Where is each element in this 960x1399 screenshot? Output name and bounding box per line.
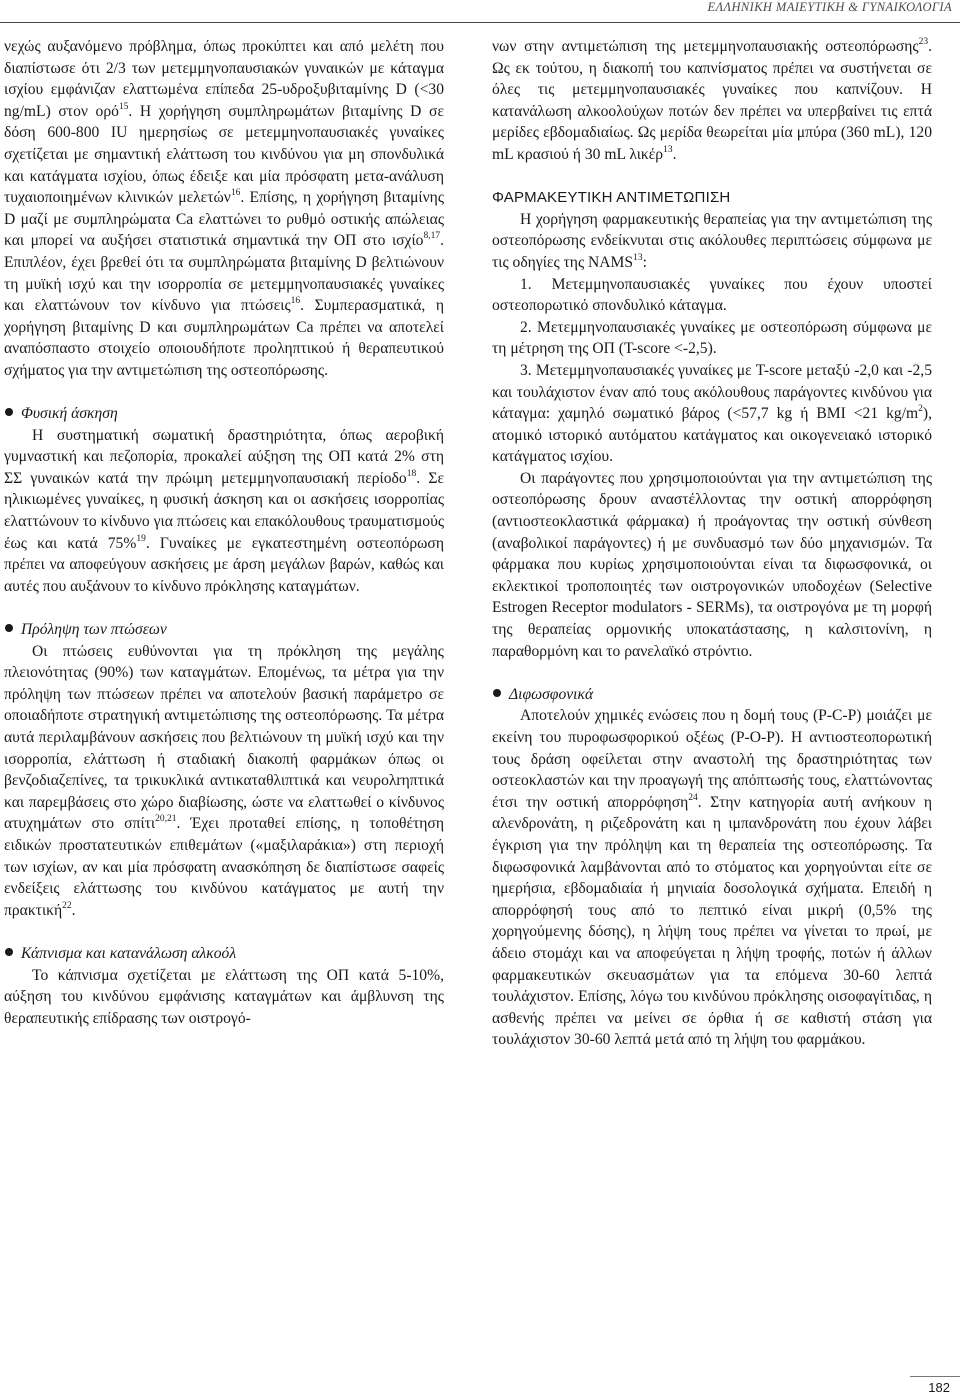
citation: 20,21: [155, 814, 177, 825]
subheading-bisphosphonates: Διφωσφονικά: [492, 684, 932, 706]
paragraph-agents: Οι παράγοντες που χρησιμοποιούνται για την αντιμετώπιση της οστεοπόρωσης δρουν αναστέλλοντας την οστική απορρόφηση (αντιοστεοκλαστικά φάρμακα) ή προάγοντας την οστική σύνθεση (αναβολικοί παράγοντες) ή με συνδυασμό των δύο μηχανισμών. Τα φάρμακα που κυρίως χρησιμοποιούνται είναι τα διφωσφονικά, οι εκλεκτικοί τροποποιητές των οιστρογονικών υποδοχέων (Selective Estrogen Receptor modulators - SERMs), τα οιστρογόνα με τη μορφή της θεραπείας ορμονικής υποκατάστασης, η καλσιτονίνη, η παραθορμόνη και το ρανελαϊκό στρόντιο.: [492, 469, 932, 660]
paragraph-indications: Η χορήγηση φαρμακευτικής θεραπείας για την αντιμετώπιση της οστεοπόρωσης ενδείκνυται στις ακόλουθες περιπτώσεις σύμφωνα με τις οδηγίες της NAMS$^{13}$:: [492, 210, 932, 271]
header-rule: [0, 22, 960, 23]
citation: 13: [663, 144, 673, 155]
list-item-1: 1. Μετεμμηνοπαυσιακές γυναίκες που έχουν υποστεί οστεοπορωτικό σπονδυλικό κάταγμα.: [492, 275, 932, 315]
citation: 24: [688, 792, 698, 803]
citation: 8,17: [423, 231, 441, 242]
paragraph-exercise: Η συστηματική σωματική δραστηριότητα, όπως αεροβική γυμναστική και πεζοπορία, προκαλεί αύξηση της ΟΠ κατά 2% στη ΣΣ γυναικών κατά την πρώιμη μετεμμηνοπαυσιακή περίοδο$^{18}$. Σε ηλικιωμένες γυναίκες, η φυσική άσκηση και οι ασκήσεις ισορροπίας ελαττώνουν το κίνδυνο για πτώσεις και επακόλουθους τραυματισμούς έως και κατά 75%$^{19}$. Γυναίκες με εγκατεστημένη οστεοπόρωση πρέπει να αποφεύγουν ασκήσεις με άρση μεγάλων βαρών, καθώς και αυτές που αυξάνουν το κίνδυνο πρόκλησης καταγμάτων.: [4, 426, 444, 595]
citation: 16: [230, 188, 241, 199]
bullet-icon: [493, 689, 501, 697]
bullet-icon: [5, 948, 13, 956]
bullet-icon: [5, 624, 13, 632]
citation: 22: [62, 900, 72, 911]
citation: 18: [406, 468, 417, 479]
subheading-exercise: Φυσική άσκηση: [4, 403, 444, 425]
subheading-falls: Πρόληψη των πτώσεων: [4, 619, 444, 641]
citation: 13: [633, 252, 643, 263]
list-item-3: 3. Μετεμμηνοπαυσιακές γυναίκες με T-score μεταξύ -2,0 και -2,5 και τουλάχιστον έναν από τους ακόλουθους παράγοντες κινδύνου για κάταγμα: χαμηλό σωματικό βάρος (<57,7 kg ή BMI <21 $kg/m^2$), ατομικό ιστορικό αυτόματου κατάγματος και οικογενειακό ιστορικό κατάγματος ισχίου.: [492, 361, 932, 466]
citation: 16: [290, 296, 301, 307]
list-item-2: 2. Μετεμμηνοπαυσιακές γυναίκες με οστεοπόρωση σύμφωνα με τη μέτρηση της ΟΠ (T-score <-2,5).: [492, 318, 932, 358]
paragraph-vitamin-d: νεχώς αυξανόμενο πρόβλημα, όπως προκύπτει και από μελέτη που διαπίστωσε ότι 2/3 των μετεμμηνοπαυσιακών γυναικών με κάταγμα ισχίου εμφάνιζαν ελαττωμένα επίπεδα 25-υδροξυβιταμίνης D (<30 ng/mL) στον ορό$^{15}$. Η χορήγηση συμπληρωμάτων βιταμίνης D σε δόση 600-800 IU ημερησίως σε μετεμμηνοπαυσιακές γυναίκες σχετίζεται με σημαντική ελάττωση του κινδύνου για μη σπονδυλικά και κατάγματα ισχίου, όπως έδειξε και μία πρόσφατη μετα-ανάλυση τυχαιοποιημένων κλινικών μελετών$^{16}$. Επίσης, η χορήγηση βιταμίνης D μαζί με συμπληρώματα Ca ελαττώνει το ρυθμό οστικής απώλειας και μπορεί να αυξήσει στατιστικά σημαντικά την ΟΠ στο ισχίο$^{8,17}$. Επιπλέον, έχει βρεθεί ότι τα συμπληρώματα βιταμίνης D βελτιώνουν τη μυϊκή ισχύ και την ισορροπία σε μετεμμηνοπαυσιακές γυναίκες και ελαττώνουν τον κίνδυνο για πτώσεις$^{16}$. Συμπερασματικά, η χορήγηση βιταμίνης D και συμπληρωμάτων Ca πρέπει να αποτελεί αναπόσπαστο στοιχείο οποιουδήποτε προληπτικού ή θεραπευτικού σχήματος για την αντιμετώπιση της οστεοπόρωσης.: [4, 38, 445, 379]
citation: 19: [136, 533, 146, 544]
bullet-icon: [5, 408, 13, 416]
paragraph-alcohol: νων στην αντιμετώπιση της μετεμμηνοπαυσιακής οστεοπόρωσης$^{23}$. Ως εκ τούτου, η διακοπή του καπνίσματος πρέπει να συστήνεται σε όλες τις μετεμμηνοπαυσιακές γυναίκες που καπνίζουν. Η κατανάλωση αλκοολούχων ποτών δεν πρέπει να υπερβαίνει τις επτά μερίδες εβδομαδιαίως. Ως μερίδα θεωρείται μία μπύρα (360 mL), 120 mL κρασιού ή 30 mL λικέρ$^{13}$.: [492, 37, 932, 163]
citation: 23: [918, 37, 929, 47]
paragraph-bisphosphonates: Αποτελούν χημικές ενώσεις που η δομή τους (P-C-P) μοιάζει με εκείνη του πυροφωσφορικού οξέως (P-O-P). Η αντιοστεοπορωτική τους δράση οφείλεται στην αναστολή της δραστηριότητας των οστεοκλαστών και την προαγωγή της απόπτωσής τους, ελαττώνοντας έτσι την οστική απορρόφηση$^{24}$. Στην κατηγορία αυτή ανήκουν η αλενδρονάτη, η ριζεδρονάτη και η ιμπανδρονάτη που έχουν λάβει έγκριση για την πρόληψη και τη θεραπεία της οστεοπόρωσης. Τα διφωσφονικά λαμβάνονται από το στόματος και χορηγούνται είτε σε ημερήσια, εβδομαδιαία ή μηνιαία δοσολογικά σχήματα. Επειδή η απορρόφησή τους από το πεπτικό είναι μικρή (0,5% της χορηγούμενης δόσης), η λήψη τους πρέπει να γίνεται το πρωί, με άδειο στομάχι και να αποφεύγεται η λήψη τροφής, ποτών ή άλλων φαρμακευτικών σκευασμάτων για τα επόμενα 30-60 λεπτά τουλάχιστον. Επίσης, λόγω του κινδύνου πρόκλησης οισοφαγίτιδας, η ασθενής πρέπει να μείνει σε όρθια ή σε καθιστή στάση για τουλάχιστον 30-60 λεπτά μετά από τη λήψη του φαρμάκου.: [492, 707, 932, 1049]
section-title: ΦΑΡΜΑΚΕΥΤΙΚΗ ΑΝΤΙΜΕΤΩΠΙΣΗ: [492, 189, 731, 207]
page-number: 182: [928, 1380, 950, 1395]
paragraph-smoking: Το κάπνισμα σχετίζεται με ελάττωση της ΟΠ κατά 5-10%, αύξηση του κινδύνου εμφάνισης καταγμάτων και άμβλυνση της θεραπευτικής επίδρασης των οιστρογό-: [4, 966, 444, 1027]
left-column: [4, 36, 444, 1029]
citation: 15: [118, 101, 129, 112]
paragraph-falls: Οι πτώσεις ευθύνονται για τη πρόκληση της μεγάλης πλειονότητας (90%) των καταγμάτων. Επομένως, τα μέτρα για την πρόληψη των πτώσεων πρέπει να αποτελούν βασική παράμετρο σε οποιαδήποτε στρατηγική αντιμετώπισης της οστεοπόρωσης. Τα μέτρα αυτά περιλαμβάνουν ασκήσεις που βελτιώνουν τη μυϊκή ισχύ και την ισορροπία, ελάττωση ή σταδιακή διακοπή φαρμάκων όπως οι βενζοδιαζεπίνες, τα τρικυκλικά αντικαταθλιπτικά και νευρολrηπτικά και παρεμβάσεις στο χώρο διαβίωσης, ώστε να ελαττωθεί ο κίνδυνος ατυχημάτων στο σπίτι$^{20,21}$. Έχει προταθεί επίσης, η τοποθέτηση ειδικών προστατευτικών επιθεμάτων («μαξιλαράκια») στη περιοχή των ισχίων, αν και μία πρόσφατη ανασκόπηση δε διαπίστωσε σαφείς ενδείξεις ελάττωσης του κινδύνου κατάγματος με αυτή την πρακτική$^{22}$.: [4, 642, 444, 919]
right-column: [492, 36, 932, 1051]
page-number-rule: [910, 1376, 960, 1377]
superscript: 2: [918, 404, 923, 415]
subheading-smoking: Κάπνισμα και κατανάλωση αλκοόλ: [4, 943, 444, 965]
running-head: ΕΛΛΗΝΙΚΗ ΜΑΙΕΥΤΙΚΗ & ΓΥΝΑΙΚΟΛΟΓΙΑ: [707, 0, 952, 14]
